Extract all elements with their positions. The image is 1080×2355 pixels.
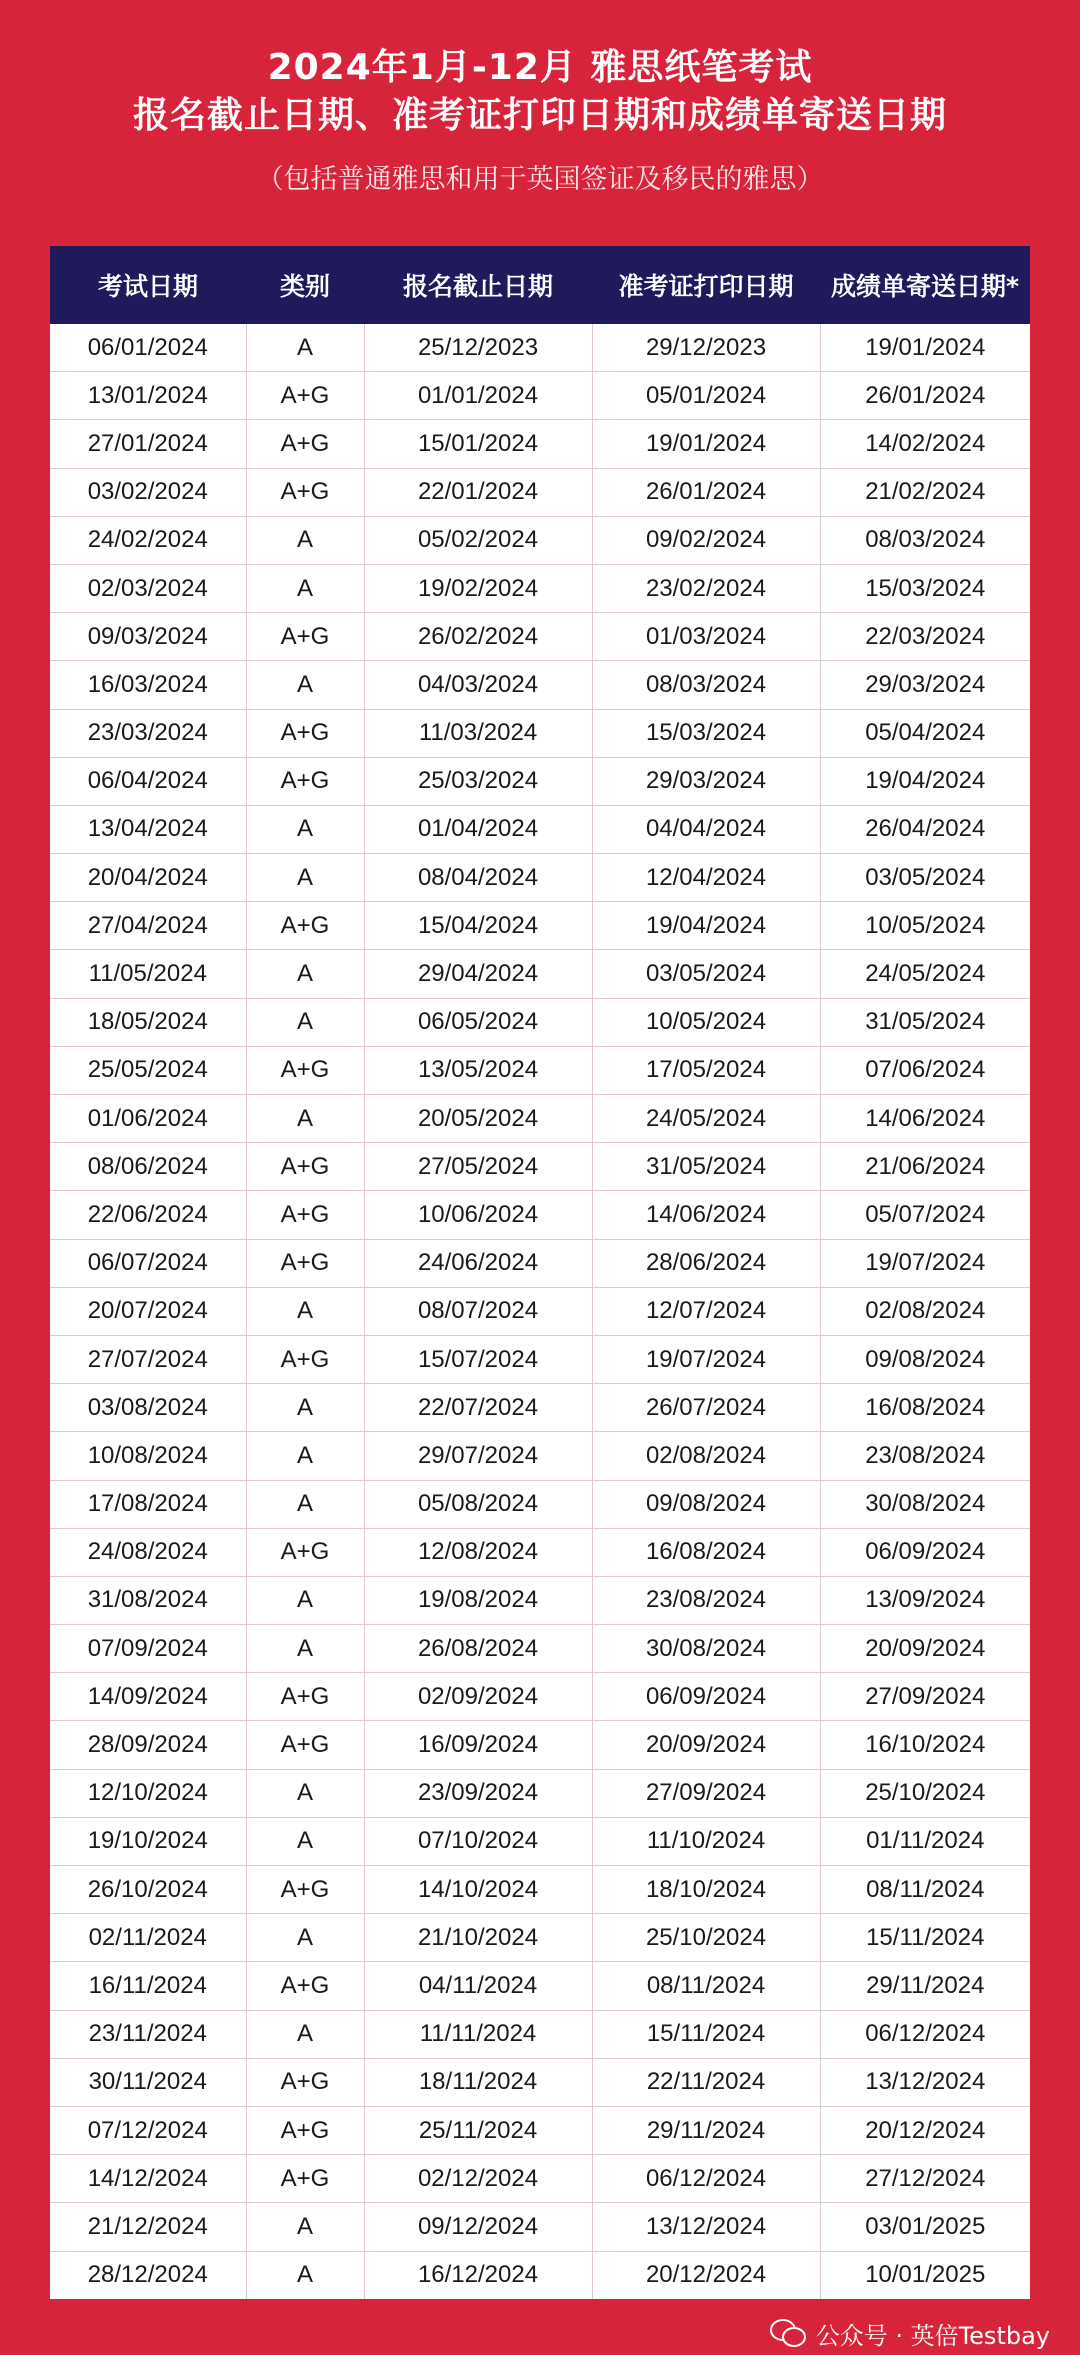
table-cell: 20/07/2024	[50, 1287, 246, 1335]
table-cell: 31/08/2024	[50, 1576, 246, 1624]
table-cell: 16/03/2024	[50, 661, 246, 709]
table-cell: 27/09/2024	[592, 1769, 820, 1817]
table-cell: 08/11/2024	[820, 1866, 1030, 1914]
table-cell: A+G	[246, 2155, 364, 2203]
table-cell: 05/02/2024	[364, 516, 592, 564]
table-cell: 26/04/2024	[820, 805, 1030, 853]
table-cell: 08/06/2024	[50, 1143, 246, 1191]
table-cell: 26/02/2024	[364, 613, 592, 661]
table-cell: 09/08/2024	[820, 1335, 1030, 1383]
table-cell: 03/01/2025	[820, 2203, 1030, 2251]
table-cell: 15/01/2024	[364, 420, 592, 468]
table-cell: A	[246, 1769, 364, 1817]
table-cell: 23/08/2024	[820, 1432, 1030, 1480]
table-cell: 25/11/2024	[364, 2106, 592, 2154]
table-cell: 06/12/2024	[820, 2010, 1030, 2058]
table-cell: 08/04/2024	[364, 854, 592, 902]
table-cell: 27/12/2024	[820, 2155, 1030, 2203]
table-cell: 23/09/2024	[364, 1769, 592, 1817]
table-cell: 25/10/2024	[592, 1914, 820, 1962]
table-cell: A+G	[246, 1721, 364, 1769]
table-cell: 21/12/2024	[50, 2203, 246, 2251]
table-row	[50, 1914, 1030, 1962]
table-cell: A+G	[246, 1673, 364, 1721]
table-cell: A	[246, 1432, 364, 1480]
table-cell: 23/11/2024	[50, 2010, 246, 2058]
table-cell: 24/08/2024	[50, 1528, 246, 1576]
column-header: 考试日期	[50, 246, 246, 324]
table-cell: 11/11/2024	[364, 2010, 592, 2058]
table-cell: 31/05/2024	[820, 998, 1030, 1046]
table-cell: 21/06/2024	[820, 1143, 1030, 1191]
table-row	[50, 1576, 1030, 1624]
table-cell: 09/08/2024	[592, 1480, 820, 1528]
table-row	[50, 1046, 1030, 1094]
table-cell: A+G	[246, 1335, 364, 1383]
table-cell: 25/03/2024	[364, 757, 592, 805]
table-row	[50, 372, 1030, 420]
table-cell: 09/12/2024	[364, 2203, 592, 2251]
table-cell: 11/03/2024	[364, 709, 592, 757]
table-row	[50, 2010, 1030, 2058]
table-cell: A	[246, 324, 364, 372]
table-cell: A	[246, 1817, 364, 1865]
table-cell: 02/11/2024	[50, 1914, 246, 1962]
table-cell: 04/11/2024	[364, 1962, 592, 2010]
table-cell: 07/09/2024	[50, 1625, 246, 1673]
table-cell: A+G	[246, 1143, 364, 1191]
table-row	[50, 1866, 1030, 1914]
table-cell: 29/04/2024	[364, 950, 592, 998]
table-cell: A+G	[246, 1239, 364, 1287]
table-cell: 22/07/2024	[364, 1384, 592, 1432]
table-row	[50, 661, 1030, 709]
table-cell: A	[246, 661, 364, 709]
table-cell: 12/10/2024	[50, 1769, 246, 1817]
table-cell: 07/10/2024	[364, 1817, 592, 1865]
table-cell: A+G	[246, 757, 364, 805]
table-cell: 15/11/2024	[592, 2010, 820, 2058]
table-cell: 15/03/2024	[820, 564, 1030, 612]
table-cell: 25/10/2024	[820, 1769, 1030, 1817]
table-cell: 18/05/2024	[50, 998, 246, 1046]
table-cell: 02/08/2024	[820, 1287, 1030, 1335]
table-row	[50, 1480, 1030, 1528]
table-cell: 27/09/2024	[820, 1673, 1030, 1721]
table-cell: 27/05/2024	[364, 1143, 592, 1191]
table-row	[50, 564, 1030, 612]
table-cell: 22/01/2024	[364, 468, 592, 516]
table-cell: 02/12/2024	[364, 2155, 592, 2203]
table-cell: 03/02/2024	[50, 468, 246, 516]
table-cell: 31/05/2024	[592, 1143, 820, 1191]
table-cell: 26/08/2024	[364, 1625, 592, 1673]
table-row	[50, 324, 1030, 372]
table-row	[50, 854, 1030, 902]
table-header-row	[50, 246, 1030, 324]
table-cell: 10/05/2024	[592, 998, 820, 1046]
table-row	[50, 1432, 1030, 1480]
table-cell: 05/01/2024	[592, 372, 820, 420]
table-cell: A+G	[246, 1866, 364, 1914]
table-cell: A	[246, 1625, 364, 1673]
table-cell: 04/03/2024	[364, 661, 592, 709]
table-row	[50, 1721, 1030, 1769]
table-cell: 19/07/2024	[592, 1335, 820, 1383]
table-cell: 14/09/2024	[50, 1673, 246, 1721]
table-cell: 06/01/2024	[50, 324, 246, 372]
table-cell: 13/04/2024	[50, 805, 246, 853]
table-cell: 02/08/2024	[592, 1432, 820, 1480]
table-cell: 03/05/2024	[820, 854, 1030, 902]
table-cell: 20/09/2024	[592, 1721, 820, 1769]
table-cell: 16/09/2024	[364, 1721, 592, 1769]
table-cell: A+G	[246, 1528, 364, 1576]
table-cell: 01/06/2024	[50, 1095, 246, 1143]
table-cell: 06/09/2024	[820, 1528, 1030, 1576]
page-subtitle: （包括普通雅思和用于英国签证及移民的雅思）	[256, 164, 824, 195]
table-cell: A	[246, 2203, 364, 2251]
table-cell: 15/11/2024	[820, 1914, 1030, 1962]
table-cell: A+G	[246, 2106, 364, 2154]
table-row	[50, 468, 1030, 516]
table-cell: 30/08/2024	[820, 1480, 1030, 1528]
table-cell: 20/12/2024	[592, 2251, 820, 2299]
table-cell: 19/04/2024	[592, 902, 820, 950]
wechat-icon	[770, 2319, 806, 2347]
page-header	[0, 0, 1080, 198]
table-cell: 25/12/2023	[364, 324, 592, 372]
table-cell: 27/04/2024	[50, 902, 246, 950]
table-cell: 26/01/2024	[820, 372, 1030, 420]
exam-schedule-table	[50, 246, 1030, 2299]
table-cell: 22/06/2024	[50, 1191, 246, 1239]
table-cell: 14/10/2024	[364, 1866, 592, 1914]
table-row	[50, 709, 1030, 757]
table-cell: 14/06/2024	[592, 1191, 820, 1239]
table-row	[50, 950, 1030, 998]
table-cell: 18/10/2024	[592, 1866, 820, 1914]
table-cell: 14/06/2024	[820, 1095, 1030, 1143]
table-cell: 28/09/2024	[50, 1721, 246, 1769]
table-cell: 18/11/2024	[364, 2058, 592, 2106]
table-cell: 15/07/2024	[364, 1335, 592, 1383]
table-row	[50, 2155, 1030, 2203]
table-row	[50, 902, 1030, 950]
table-cell: 03/05/2024	[592, 950, 820, 998]
table-row	[50, 1673, 1030, 1721]
table-row	[50, 2058, 1030, 2106]
table-cell: A	[246, 1576, 364, 1624]
table-cell: A+G	[246, 468, 364, 516]
table-cell: 04/04/2024	[592, 805, 820, 853]
table-cell: A+G	[246, 1962, 364, 2010]
table-cell: 03/08/2024	[50, 1384, 246, 1432]
table-cell: 10/08/2024	[50, 1432, 246, 1480]
table-cell: 22/11/2024	[592, 2058, 820, 2106]
table-row	[50, 757, 1030, 805]
table-cell: 16/11/2024	[50, 1962, 246, 2010]
table-cell: 16/10/2024	[820, 1721, 1030, 1769]
table-cell: 16/08/2024	[820, 1384, 1030, 1432]
table-cell: 23/08/2024	[592, 1576, 820, 1624]
table-cell: 13/01/2024	[50, 372, 246, 420]
table-cell: 25/05/2024	[50, 1046, 246, 1094]
table-cell: 20/04/2024	[50, 854, 246, 902]
table-cell: 16/12/2024	[364, 2251, 592, 2299]
table-cell: 17/05/2024	[592, 1046, 820, 1094]
footer-watermark	[770, 2318, 1050, 2348]
table-row	[50, 1287, 1030, 1335]
table-cell: 07/06/2024	[820, 1046, 1030, 1094]
table-cell: 20/12/2024	[820, 2106, 1030, 2154]
table-cell: 08/03/2024	[820, 516, 1030, 564]
table-cell: A	[246, 998, 364, 1046]
table-cell: 01/01/2024	[364, 372, 592, 420]
table-row	[50, 1528, 1030, 1576]
table-cell: 02/09/2024	[364, 1673, 592, 1721]
table-cell: 26/01/2024	[592, 468, 820, 516]
table-row	[50, 998, 1030, 1046]
table-cell: 12/08/2024	[364, 1528, 592, 1576]
table-row	[50, 2106, 1030, 2154]
table-row	[50, 420, 1030, 468]
table-cell: A	[246, 2010, 364, 2058]
table-cell: A	[246, 805, 364, 853]
table-cell: 29/11/2024	[592, 2106, 820, 2154]
table-cell: 30/11/2024	[50, 2058, 246, 2106]
table-row	[50, 1962, 1030, 2010]
table-cell: 29/11/2024	[820, 1962, 1030, 2010]
table-cell: 14/02/2024	[820, 420, 1030, 468]
table-cell: 01/11/2024	[820, 1817, 1030, 1865]
table-cell: A	[246, 1384, 364, 1432]
column-header: 准考证打印日期	[592, 246, 820, 324]
table-cell: A+G	[246, 420, 364, 468]
table-cell: A+G	[246, 1191, 364, 1239]
table-row	[50, 1769, 1030, 1817]
table-cell: 12/07/2024	[592, 1287, 820, 1335]
table-cell: 05/07/2024	[820, 1191, 1030, 1239]
table-row	[50, 1335, 1030, 1383]
table-row	[50, 1817, 1030, 1865]
table-cell: 13/12/2024	[592, 2203, 820, 2251]
table-cell: 01/04/2024	[364, 805, 592, 853]
column-header: 成绩单寄送日期*	[820, 246, 1030, 324]
table-cell: A	[246, 950, 364, 998]
table-cell: 28/12/2024	[50, 2251, 246, 2299]
table-cell: A+G	[246, 709, 364, 757]
table-cell: 06/12/2024	[592, 2155, 820, 2203]
table-cell: 23/02/2024	[592, 564, 820, 612]
table-cell: 26/10/2024	[50, 1866, 246, 1914]
table-cell: 19/07/2024	[820, 1239, 1030, 1287]
table-cell: A	[246, 854, 364, 902]
table-cell: 10/05/2024	[820, 902, 1030, 950]
table-cell: A+G	[246, 613, 364, 661]
table-cell: 06/07/2024	[50, 1239, 246, 1287]
table-row	[50, 1239, 1030, 1287]
table-cell: A	[246, 1287, 364, 1335]
table-cell: 01/03/2024	[592, 613, 820, 661]
table-cell: 15/03/2024	[592, 709, 820, 757]
table-cell: 19/04/2024	[820, 757, 1030, 805]
table-cell: 19/10/2024	[50, 1817, 246, 1865]
table-cell: 24/06/2024	[364, 1239, 592, 1287]
table-cell: 05/04/2024	[820, 709, 1030, 757]
table-cell: 26/07/2024	[592, 1384, 820, 1432]
table-cell: 09/02/2024	[592, 516, 820, 564]
table-cell: 11/10/2024	[592, 1817, 820, 1865]
table-cell: A	[246, 564, 364, 612]
table-cell: 19/01/2024	[592, 420, 820, 468]
table-cell: 21/10/2024	[364, 1914, 592, 1962]
table-cell: A	[246, 1480, 364, 1528]
table-row	[50, 1625, 1030, 1673]
table-row	[50, 613, 1030, 661]
table-cell: 02/03/2024	[50, 564, 246, 612]
page-title-line-2: 报名截止日期、准考证打印日期和成绩单寄送日期	[132, 95, 947, 136]
table-cell: 30/08/2024	[592, 1625, 820, 1673]
table-cell: 15/04/2024	[364, 902, 592, 950]
table-cell: A	[246, 516, 364, 564]
table-cell: A+G	[246, 902, 364, 950]
table-cell: 20/09/2024	[820, 1625, 1030, 1673]
table-cell: 29/03/2024	[592, 757, 820, 805]
footer-text: 公众号 · 英倍Testbay	[815, 2321, 1050, 2350]
table-cell: A	[246, 1095, 364, 1143]
table-row	[50, 1191, 1030, 1239]
table-cell: 27/01/2024	[50, 420, 246, 468]
table-cell: 29/12/2023	[592, 324, 820, 372]
table-cell: 08/03/2024	[592, 661, 820, 709]
table-cell: 21/02/2024	[820, 468, 1030, 516]
table-cell: A+G	[246, 1046, 364, 1094]
table-cell: 19/02/2024	[364, 564, 592, 612]
table-cell: 24/05/2024	[592, 1095, 820, 1143]
table-cell: 07/12/2024	[50, 2106, 246, 2154]
table-cell: 08/11/2024	[592, 1962, 820, 2010]
table-cell: 29/03/2024	[820, 661, 1030, 709]
table-cell: 14/12/2024	[50, 2155, 246, 2203]
table-cell: 16/08/2024	[592, 1528, 820, 1576]
table-cell: 06/05/2024	[364, 998, 592, 1046]
table-cell: 06/04/2024	[50, 757, 246, 805]
table-cell: A	[246, 2251, 364, 2299]
table-body	[50, 324, 1030, 2299]
table-row	[50, 516, 1030, 564]
page-title-line-1: 2024年1月-12月 雅思纸笔考试	[267, 47, 813, 88]
table-cell: 10/06/2024	[364, 1191, 592, 1239]
table-cell: 05/08/2024	[364, 1480, 592, 1528]
table-cell: 19/01/2024	[820, 324, 1030, 372]
table-cell: A	[246, 1914, 364, 1962]
table-cell: 09/03/2024	[50, 613, 246, 661]
table-row	[50, 1095, 1030, 1143]
table-cell: 13/12/2024	[820, 2058, 1030, 2106]
table-cell: 12/04/2024	[592, 854, 820, 902]
table-row	[50, 1143, 1030, 1191]
table-cell: 10/01/2025	[865, 2261, 986, 2289]
table-row	[50, 1384, 1030, 1432]
table-cell: A+G	[246, 2058, 364, 2106]
table-cell: 27/07/2024	[50, 1335, 246, 1383]
table-cell: A+G	[246, 372, 364, 420]
table-cell: 24/02/2024	[50, 516, 246, 564]
table-cell: 24/05/2024	[820, 950, 1030, 998]
table-cell: 17/08/2024	[50, 1480, 246, 1528]
table-cell: 06/09/2024	[592, 1673, 820, 1721]
table-row	[50, 2203, 1030, 2251]
table-cell: 29/07/2024	[364, 1432, 592, 1480]
table-cell: 20/05/2024	[364, 1095, 592, 1143]
table-row	[50, 2251, 1030, 2299]
table-cell: 22/03/2024	[820, 613, 1030, 661]
table-cell: 19/08/2024	[364, 1576, 592, 1624]
table-cell: 23/03/2024	[50, 709, 246, 757]
column-header: 报名截止日期	[364, 246, 592, 324]
column-header: 类别	[246, 246, 364, 324]
table-cell: 28/06/2024	[592, 1239, 820, 1287]
table-cell: 08/07/2024	[364, 1287, 592, 1335]
table-cell: 13/05/2024	[364, 1046, 592, 1094]
table-cell: 11/05/2024	[50, 950, 246, 998]
table-cell: 13/09/2024	[820, 1576, 1030, 1624]
table-row	[50, 805, 1030, 853]
